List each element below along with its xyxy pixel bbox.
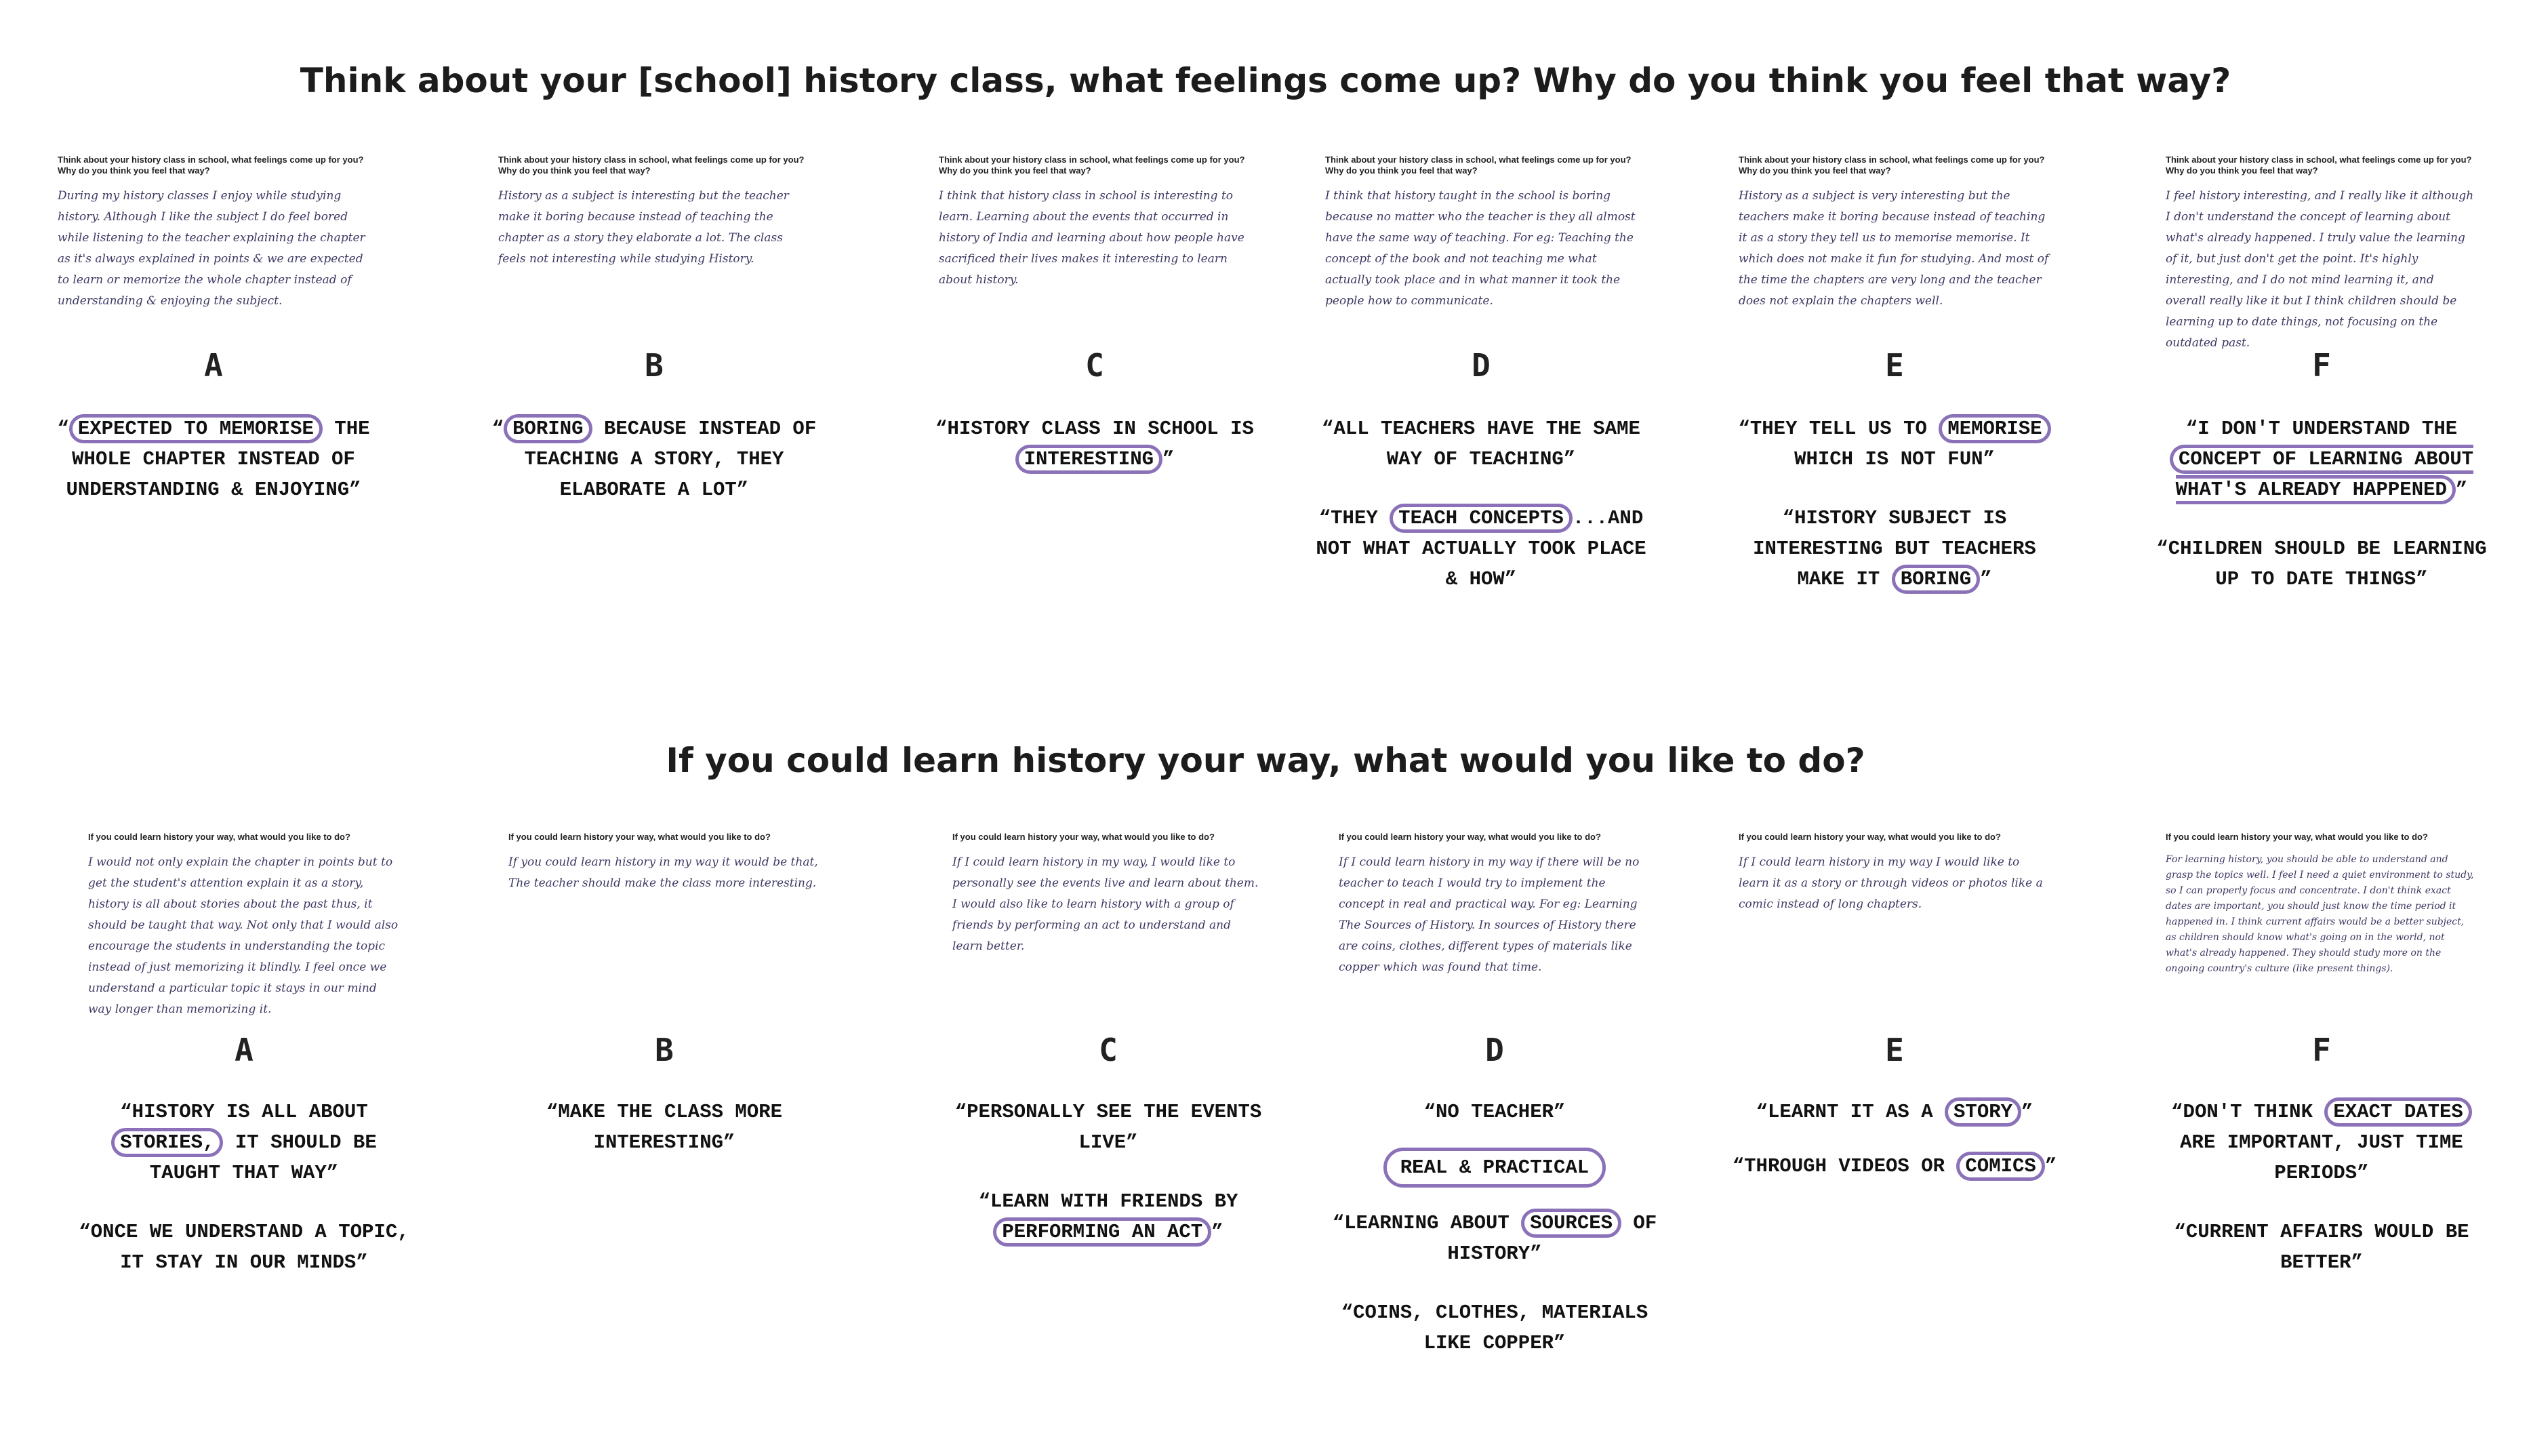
card-question: If you could learn history your way, what would you like to do? xyxy=(952,832,1215,842)
participant-letter: B xyxy=(655,1032,674,1068)
card-handwriting: I think that history class in school is interesting to learn. Learning about the events that occurred in history of India and learning about how people have sacrificed their lives makes it interesting to learn about history. xyxy=(939,189,1244,287)
quote: “ALL TEACHERS HAVE THE SAME WAY OF TEACHING” xyxy=(1322,418,1640,470)
quote-group xyxy=(75,1097,413,1306)
circled-keyword: TEACH CONCEPTS xyxy=(1390,504,1573,533)
card-question-sub: Why do you think you feel that way? xyxy=(498,165,651,176)
participant-letter: D xyxy=(1472,347,1491,384)
response-card xyxy=(508,832,820,894)
quote-group xyxy=(939,1097,1278,1276)
quote: “CHILDREN SHOULD BE LEARNING UP TO DATE THINGS” xyxy=(2156,538,2487,590)
quote: “LEARNT IT AS A STORY ” xyxy=(1725,1097,2064,1127)
quote: “THEY TELL US TO MEMORISE WHICH IS NOT FUN” xyxy=(1725,413,2064,474)
card-handwriting: If you could learn history in my way it would be that, The teacher should make the class more interesting. xyxy=(508,855,818,890)
response-card xyxy=(1339,832,1651,978)
quote: “ BORING BECAUSE INSTEAD OF TEACHING A STORY, THEY ELABORATE A LOT” xyxy=(485,413,824,505)
quote-group xyxy=(1725,413,2064,623)
quote: “MAKE THE CLASS MORE INTERESTING” xyxy=(546,1101,783,1154)
circled-keyword: SOURCES xyxy=(1521,1209,1621,1238)
quote: “THROUGH VIDEOS OR COMICS ” xyxy=(1725,1151,2064,1181)
participant-letter: E xyxy=(1885,1032,1904,1068)
circled-keyword: MEMORISE xyxy=(1939,414,2050,443)
circled-keyword: CONCEPT OF LEARNING ABOUT WHAT'S ALREADY HAPPENED xyxy=(2170,445,2473,504)
quote xyxy=(1325,1148,1664,1188)
card-question-sub: Why do you think you feel that way? xyxy=(1325,165,1478,176)
response-card xyxy=(2166,155,2477,354)
card-question: Think about your history class in school, what feelings come up for you? xyxy=(1325,155,1632,165)
circled-keyword: BORING xyxy=(504,414,592,443)
quote: “THEY TEACH CONCEPTS ...AND NOT WHAT ACTUALLY TOOK PLACE & HOW” xyxy=(1312,503,1651,594)
response-card xyxy=(1739,832,2050,915)
quote-group xyxy=(485,413,824,533)
card-handwriting: If I could learn history in my way, I would like to personally see the events live and learn about them. I would also like to learn history with a group of friends by performing an act to understand and learn better. xyxy=(952,855,1259,953)
card-question: Think about your history class in school, what feelings come up for you? xyxy=(58,155,364,165)
card-handwriting: I would not only explain the chapter in points but to get the student's attention explain it as a story, history is all about stories about the past thus, it should be taught that way. Not only that I would also encourage the students in understanding the topic instead of just memorizing it blindly. I feel once we understand a particular topic it stays in our mind way longer than memorizing it. xyxy=(88,855,399,1016)
section-2-title: If you could learn history your way, what would you like to do? xyxy=(666,741,1865,780)
response-card xyxy=(1325,155,1637,312)
participant-letter: F xyxy=(2312,1032,2331,1068)
quote-group xyxy=(2152,413,2491,623)
quote: “DON'T THINK EXACT DATES ARE IMPORTANT, JUST TIME PERIODS” xyxy=(2152,1097,2491,1188)
quote: “ EXPECTED TO MEMORISE THE WHOLE CHAPTER INSTEAD OF UNDERSTANDING & ENJOYING” xyxy=(44,413,383,505)
card-question: Think about your history class in school, what feelings come up for you? xyxy=(1739,155,2045,165)
quote: “HISTORY SUBJECT IS INTERESTING BUT TEACHERS MAKE IT BORING ” xyxy=(1725,503,2064,594)
participant-letter: F xyxy=(2312,347,2331,384)
card-handwriting: If I could learn history in my way if there will be no teacher to teach I would try to implement the concept in real and practical way. For eg: Learning The Sources of History. In sources of History there are coins, clothes, different types of materials like copper which was found that time. xyxy=(1339,855,1640,974)
card-question-sub: Why do you think you feel that way? xyxy=(939,165,1091,176)
response-card xyxy=(939,155,1251,291)
participant-letter: C xyxy=(1099,1032,1118,1068)
card-question: Think about your history class in school, what feelings come up for you? xyxy=(2166,155,2472,165)
participant-letter: D xyxy=(1485,1032,1504,1068)
card-question-sub: Why do you think you feel that way? xyxy=(2166,165,2318,176)
card-question: If you could learn history your way, what would you like to do? xyxy=(508,832,771,842)
quote: “HISTORY CLASS IN SCHOOL IS INTERESTING ” xyxy=(925,413,1264,474)
response-card xyxy=(88,832,400,1020)
participant-letter: E xyxy=(1885,347,1904,384)
response-card xyxy=(1739,155,2050,312)
card-question: Think about your history class in school, what feelings come up for you? xyxy=(939,155,1245,165)
quote: “CURRENT AFFAIRS WOULD BE BETTER” xyxy=(2174,1221,2469,1274)
quote-group xyxy=(495,1097,834,1186)
quote-group xyxy=(1325,1097,1664,1387)
card-handwriting: History as a subject is very interesting but the teachers make it boring because instead of teaching it as a story they tell us to memorise memorise. It which does not make it fun for studying. And most of the time the chapters are very long and the teacher does not explain the chapters well. xyxy=(1739,189,2049,308)
circled-keyword: COMICS xyxy=(1956,1152,2044,1181)
card-question: If you could learn history your way, what would you like to do? xyxy=(1739,832,2001,842)
participant-letter: B xyxy=(645,347,664,384)
card-handwriting: I feel history interesting, and I really like it although I don't understand the concept of learning about what's already happened. I truly value the learning of it, but just don't get the point. It's highly interesting, and I do not mind learning it, and overall really like it but I think children should be learning up to date things, not focusing on the outdated past. xyxy=(2166,189,2474,350)
quote: “LEARN WITH FRIENDS BY PERFORMING AN ACT ” xyxy=(939,1186,1278,1247)
quote: “NO TEACHER” xyxy=(1423,1101,1566,1123)
card-handwriting: For learning history, you should be able to understand and grasp the topics well. I feel I need a quiet environment to study, so I can properly focus and concentrate. I don't think exact dates are important, you should just know the time period it happened in. I think current affairs would be a better subject, as children should know what's going on in the world, not what's already happened. They should study more on the ongoing country's culture (like present things). xyxy=(2166,854,2474,974)
section-1-title: Think about your [school] history class, what feelings come up? Why do you think you feel that way? xyxy=(300,61,2231,100)
circled-keyword: STORY xyxy=(1945,1097,2021,1127)
card-question: If you could learn history your way, what would you like to do? xyxy=(88,832,350,842)
participant-letter: A xyxy=(235,1032,254,1068)
quote-group xyxy=(1725,1097,2064,1210)
circled-keyword: EXPECTED TO MEMORISE xyxy=(69,414,323,443)
quote-group xyxy=(44,413,383,533)
quote: “LEARNING ABOUT SOURCES OF HISTORY” xyxy=(1325,1208,1664,1269)
quote: “PERSONALLY SEE THE EVENTS LIVE” xyxy=(954,1101,1262,1154)
card-question: If you could learn history your way, what would you like to do? xyxy=(2166,832,2428,842)
circled-keyword: PERFORMING AN ACT xyxy=(993,1217,1211,1247)
card-handwriting: I think that history taught in the school is boring because no matter who the teacher is they all almost have the same way of teaching. For eg: Teaching the concept of the book and not teaching me what actually took place and in what manner it took the people how to communicate. xyxy=(1325,189,1636,308)
response-card xyxy=(58,155,369,312)
card-handwriting: If I could learn history in my way I would like to learn it as a story or through videos or photos like a comic instead of long chapters. xyxy=(1739,855,2043,911)
response-card xyxy=(952,832,1264,957)
quote: “ONCE WE UNDERSTAND A TOPIC, IT STAY IN OUR MINDS” xyxy=(79,1221,409,1274)
card-question: Think about your history class in school, what feelings come up for you? xyxy=(498,155,805,165)
quote: “HISTORY IS ALL ABOUT STORIES, IT SHOULD BE TAUGHT THAT WAY” xyxy=(75,1097,413,1188)
card-handwriting: During my history classes I enjoy while studying history. Although I like the subject I do feel bored while listening to the teacher explaining the chapter as it's always explained in points & we are expected to learn or memorize the whole chapter instead of understanding & enjoying the subject. xyxy=(58,189,365,308)
participant-letter: C xyxy=(1085,347,1104,384)
circled-keyword: STORIES, xyxy=(111,1128,223,1157)
participant-letter: A xyxy=(204,347,223,384)
circled-keyword: INTERESTING xyxy=(1015,445,1162,474)
response-card xyxy=(2166,832,2477,977)
quote-group xyxy=(2152,1097,2491,1306)
circled-keyword: REAL & PRACTICAL xyxy=(1383,1148,1606,1188)
quote-group xyxy=(1312,413,1651,623)
circled-keyword: EXACT DATES xyxy=(2324,1097,2471,1127)
response-card xyxy=(498,155,810,270)
quote-group xyxy=(925,413,1264,503)
card-question: If you could learn history your way, what would you like to do? xyxy=(1339,832,1601,842)
card-handwriting: History as a subject is interesting but the teacher make it boring because instead of teaching the chapter as a story they elaborate a lot. The class feels not interesting while studying History. xyxy=(498,189,789,266)
card-question-sub: Why do you think you feel that way? xyxy=(58,165,210,176)
quote: “I DON'T UNDERSTAND THE CONCEPT OF LEARNING ABOUT WHAT'S ALREADY HAPPENED ” xyxy=(2152,413,2491,505)
quote: “COINS, CLOTHES, MATERIALS LIKE COPPER” xyxy=(1341,1301,1648,1354)
card-question-sub: Why do you think you feel that way? xyxy=(1739,165,1891,176)
circled-keyword: BORING xyxy=(1892,565,1980,594)
